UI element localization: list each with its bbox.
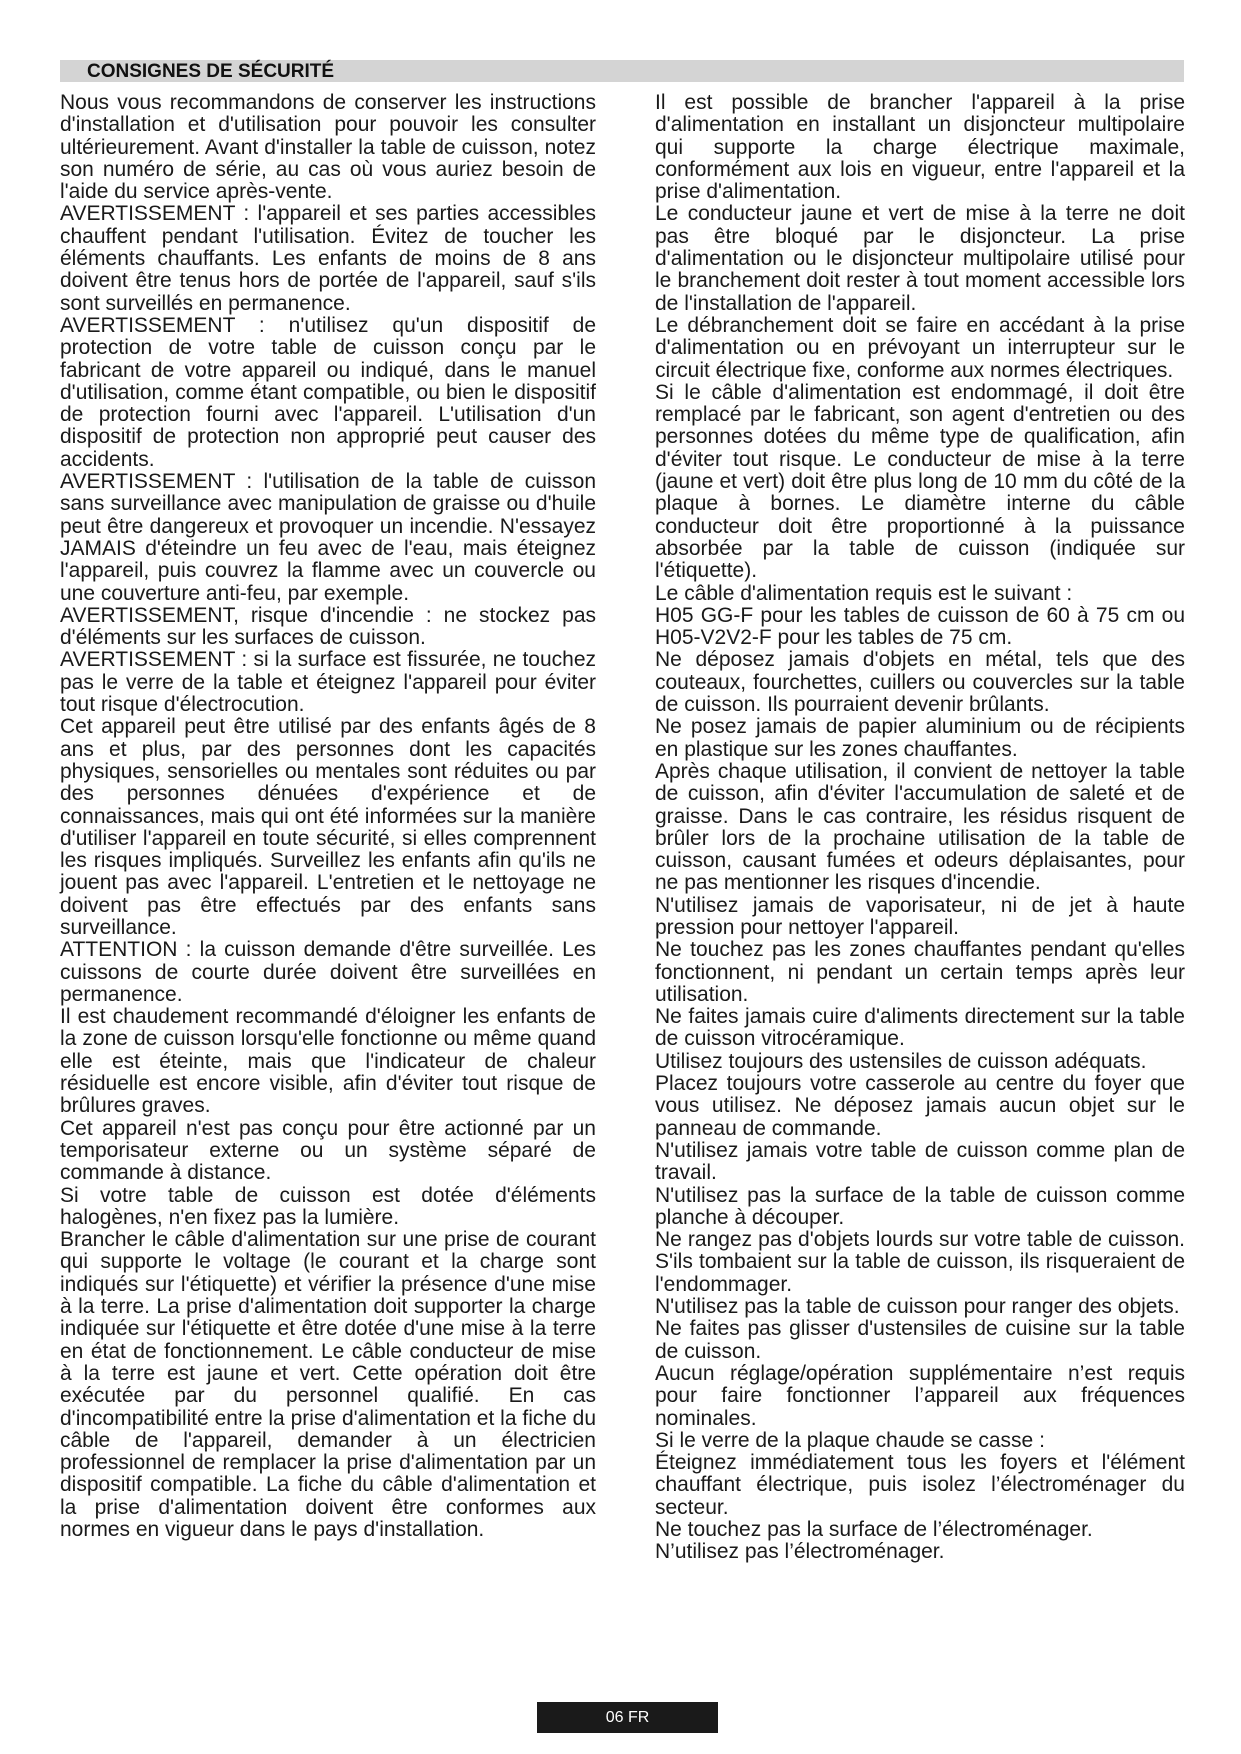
paragraph: AVERTISSEMENT : l'utilisation de la table de cuisson sans surveillance avec manipulation de graisse ou d'huile peut être dangereux et provoquer un incendie. N'essayez JAMAIS d'éteindre un feu avec de l'eau, mais éteignez l'appareil, puis couvrez la flamme avec un couvercle ou une couverture anti-feu, par exemple. <box>60 470 596 605</box>
paragraph: Le débranchement doit se faire en accédant à la prise d'alimentation ou en prévoyant un interrupteur sur le circuit électrique fixe, conforme aux normes électriques. <box>655 313 1185 382</box>
paragraph: N’utilisez pas l’électroménager. <box>655 1540 945 1564</box>
paragraph: N'utilisez jamais votre table de cuisson comme plan de travail. <box>655 1138 1185 1185</box>
paragraph: N'utilisez pas la table de cuisson pour ranger des objets. <box>655 1295 1180 1319</box>
paragraph: Si le verre de la plaque chaude se casse : <box>655 1428 1045 1452</box>
paragraph: AVERTISSEMENT : si la surface est fissurée, ne touchez pas le verre de la table et éteignez l'appareil pour éviter tout risque d'électrocution. <box>60 648 596 717</box>
paragraph: Aucun réglage/opération supplémentaire n’est requis pour faire fonctionner l’appareil aux fréquences nominales. <box>655 1361 1185 1430</box>
paragraph: Éteignez immédiatement tous les foyers et l'élément chauffant électrique, puis isolez l’électroménager du secteur. <box>655 1451 1185 1519</box>
paragraph: Il est possible de brancher l'appareil à la prise d'alimentation en installant un disjoncteur multipolaire qui supporte la charge électrique maximale, conformément aux lois en vigueur, entre l'appareil et la prise d'alimentation. <box>655 91 1185 204</box>
paragraph: Le conducteur jaune et vert de mise à la terre ne doit pas être bloqué par le disjoncteur. La prise d'alimentation ou le disjoncteur multipolaire utilisé pour le branchement doit rester à tout moment accessible lors de l'installation de l'appareil. <box>655 202 1185 315</box>
right-column <box>655 92 1185 1564</box>
section-header-bar <box>60 60 1184 82</box>
paragraph: AVERTISSEMENT, risque d'incendie : ne stockez pas d'éléments sur les surfaces de cuisson. <box>60 603 596 650</box>
page-number: 06 FR <box>605 1709 650 1726</box>
paragraph: Ne faites pas glisser d'ustensiles de cuisine sur la table de cuisson. <box>655 1317 1185 1363</box>
page-number-box <box>537 1702 718 1733</box>
paragraph: Ne déposez jamais d'objets en métal, tels que des couteaux, fourchettes, cuillers ou couvercles sur la table de cuisson. Ils pourraient devenir brûlants. <box>655 648 1185 717</box>
paragraph: AVERTISSEMENT : l'appareil et ses parties accessibles chauffent pendant l'utilisation. Évitez de toucher les éléments chauffants. Les enfants de moins de 8 ans doivent être tenus hors de portée de l'appareil, sauf s'ils sont surveillés en permanence. <box>60 202 596 315</box>
paragraph: Ne touchez pas les zones chauffantes pendant qu'elles fonctionnent, ni pendant un certain temps après leur utilisation. <box>655 938 1185 1006</box>
paragraph: Nous vous recommandons de conserver les instructions d'installation et d'utilisation pour pouvoir les consulter ultérieurement. Avant d'installer la table de cuisson, notez son numéro de série, au cas où vous auriez besoin de l'aide du service après-vente. <box>60 91 596 204</box>
paragraph: N'utilisez pas la surface de la table de cuisson comme planche à découper. <box>655 1183 1185 1229</box>
paragraph: Après chaque utilisation, il convient de nettoyer la table de cuisson, afin d'éviter l'accumulation de saleté et de graisse. Dans le cas contraire, les résidus risquent de brûler lors de la prochaine utilisation de la table de cuisson, causant fumées et odeurs déplaisantes, pour ne pas mentionner les risques d'incendie. <box>655 759 1185 895</box>
paragraph: Le câble d'alimentation requis est le suivant : <box>655 581 1073 605</box>
paragraph: Cet appareil n'est pas conçu pour être actionné par un temporisateur externe ou un système séparé de commande à distance. <box>60 1116 596 1185</box>
paragraph: Brancher le câble d'alimentation sur une prise de courant qui supporte le voltage (le courant et la charge sont indiqués sur l'étiquette) et vérifier la présence d'une mise à la terre. La prise d'alimentation doit supporter la charge indiquée sur l'étiquette et être dotée d'une mise à la terre en état de fonctionnement. Le câble conducteur de mise à la terre est jaune et vert. Cette opération doit être exécutée par du personnel qualifié. En cas d'incompatibilité entre la prise d'alimentation et la fiche du câble de l'appareil, demander à un électricien professionnel de remplacer la prise d'alimentation par un dispositif compatible. La fiche du câble d'alimentation et la prise d'alimentation doivent être conformes aux normes en vigueur dans le pays d'installation. <box>60 1228 596 1541</box>
paragraph: Ne rangez pas d'objets lourds sur votre table de cuisson. S'ils tombaient sur la table de cuisson, ils risqueraient de l'endommager. <box>655 1228 1185 1296</box>
paragraph: N'utilisez jamais de vaporisateur, ni de jet à haute pression pour nettoyer l'appareil. <box>655 893 1185 939</box>
paragraph: Utilisez toujours des ustensiles de cuisson adéquats. <box>655 1049 1147 1073</box>
paragraph: ATTENTION : la cuisson demande d'être surveillée. Les cuissons de courte durée doivent être surveillées en permanence. <box>60 938 596 1006</box>
paragraph: Cet appareil peut être utilisé par des enfants âgés de 8 ans et plus, par des personnes dont les capacités physiques, sensorielles ou mentales sont réduites ou par des personnes dénuées d'expérience et de connaissances, mais qui ont été informées sur la manière d'utiliser l'appareil en toute sécurité, si elles comprennent les risques impliqués. Surveillez les enfants afin qu'ils ne jouent pas avec l'appareil. L'entretien et le nettoyage ne doivent pas être effectués par des enfants sans surveillance. <box>60 715 596 939</box>
paragraph: Si votre table de cuisson est dotée d'éléments halogènes, n'en fixez pas la lumière. <box>60 1183 596 1229</box>
paragraph: Ne faites jamais cuire d'aliments directement sur la table de cuisson vitrocéramique. <box>655 1005 1185 1051</box>
paragraph: Ne posez jamais de papier aluminium ou de récipients en plastique sur les zones chauffantes. <box>655 715 1185 761</box>
paragraph: Ne touchez pas la surface de l’électroménager. <box>655 1518 1093 1541</box>
paragraph: Si le câble d'alimentation est endommagé, il doit être remplacé par le fabricant, son agent d'entretien ou des personnes dotées du même type de qualification, afin d'éviter tout risque. Le conducteur de mise à la terre (jaune et vert) doit être plus long de 10 mm du côté de la plaque à bornes. Le diamètre interne du câble conducteur doit être proportionné à la puissance absorbée par la table de cuisson (indiquée sur l'étiquette). <box>655 380 1185 583</box>
paragraph: AVERTISSEMENT : n'utilisez qu'un dispositif de protection de votre table de cuisson conçu par le fabricant de votre appareil ou indiqué, dans le manuel d'utilisation, comme étant compatible, ou bien le dispositif de protection fourni avec l'appareil. L'utilisation d'un dispositif de protection non approprié peut causer des accidents. <box>60 313 596 471</box>
paragraph: H05 GG-F pour les tables de cuisson de 60 à 75 cm ou H05-V2V2-F pour les tables de 75 cm. <box>655 603 1185 650</box>
section-title: CONSIGNES DE SÉCURITÉ <box>87 61 335 82</box>
left-column <box>60 92 596 1541</box>
paragraph: Il est chaudement recommandé d'éloigner les enfants de la zone de cuisson lorsqu'elle fonctionne ou même quand elle est éteinte, mais que l'indicateur de chaleur résiduelle est encore visible, afin d'éviter tout risque de brûlures graves. <box>60 1005 596 1118</box>
paragraph: Placez toujours votre casserole au centre du foyer que vous utilisez. Ne déposez jamais aucun objet sur le panneau de commande. <box>655 1072 1185 1140</box>
